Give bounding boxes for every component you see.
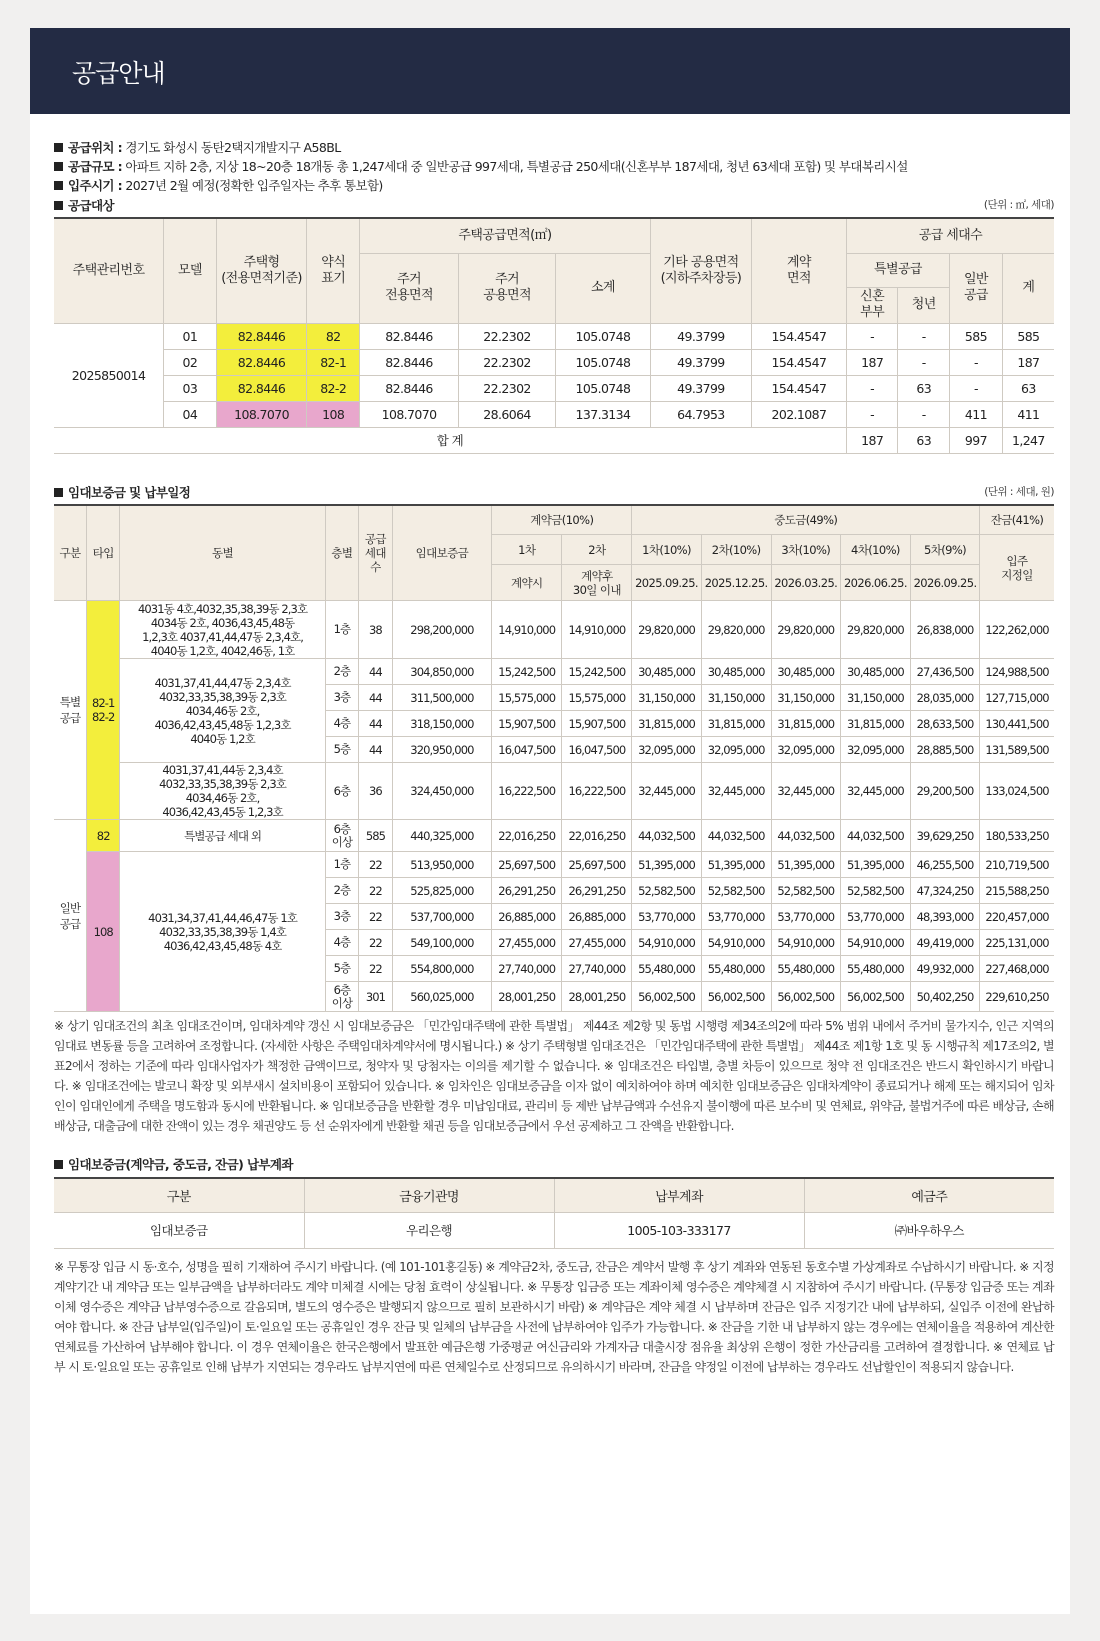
contract-1-cell: 14,910,000 — [492, 601, 562, 659]
contract-2-cell: 16,222,500 — [562, 763, 632, 820]
contract-2-cell: 22,016,250 — [562, 820, 632, 852]
th-m5-date: 2026.09.25. — [911, 565, 980, 601]
section-title: 공급대상 — [54, 198, 114, 213]
type-cell: 82.8446 — [216, 375, 307, 401]
supply-row — [54, 375, 1054, 401]
model-cell: 03 — [164, 375, 217, 401]
exclusive-area-cell: 82.8446 — [360, 375, 459, 401]
contract-1-cell: 16,222,500 — [492, 763, 562, 820]
th-m5: 5차(9%) — [911, 535, 980, 565]
households-cell: 44 — [359, 685, 393, 711]
middle-1-cell: 30,485,000 — [632, 659, 701, 685]
households-cell: 22 — [359, 930, 393, 956]
middle-2-cell: 32,095,000 — [701, 737, 771, 763]
account-note: ※ 무통장 입금 시 동·호수, 성명을 필히 기재하여 주시기 바랍니다. (예 101-101홍길동) ※ 계약금2차, 중도금, 잔금은 계약서 발행 후 상기 계좌와 연동된 동호수별 가상계좌로 수납하시기 바랍니다. ※ 지정계약기간 내 계약금 또는 일부금액을 납부하더라도 계약 미체결 시에는 당첨 효력이 상실됩니다. ※ 무통장 입금증 또는 계좌이체 영수증은 계약체결 시 지참하여 주시기 바랍니다. (무통장 입금증 또는 계좌이체 영수증은 계약금 납부영수증으로 갈음되며, 별도의 영수증은 발행되지 않으므로 필히 보관하시기 바람) ※ 계약금은 계약 체결 시 납부하며 잔금은 입주 지정기간 내에 납부하되, 실입주 이전에 완납하여야 합니다. ※ 잔금 납부일(입주일)이 토·일요일 또는 공휴일인 경우 잔금 및 일체의 납부금을 사전에 납부하여야 입주가 가능합니다. ※ 잔금을 기한 내 납부하지 않는 경우에는 연체이율을 적용하여 계산한 연체료를 가산하여 납부해야 합니다. 이 경우 연체이율은 한국은행에서 발표한 예금은행 가중평균 여신금리와 가계자금 대출시장 점유율 최상위 은행이 정한 가산금리를 고려하여 결정합니다. ※ 연체료 납부 시 토·일요일 또는 공휴일로 인해 납부가 지연되는 경우라도 납부지연에 따른 연체일수로 산정되므로 유의하시기 바라며, 잔금을 약정일 이전에 납부하는 경우라도 선납할인이 적용되지 않습니다. — [54, 1259, 1054, 1374]
other-common-cell: 49.3799 — [650, 349, 751, 375]
other-common-cell: 49.3799 — [650, 323, 751, 349]
balance-cell: 229,610,250 — [980, 982, 1054, 1012]
households-cell: 38 — [359, 601, 393, 659]
youth-cell: - — [898, 323, 950, 349]
th-subtotal: 소계 — [556, 253, 651, 323]
account-number: 1005-103-333177 — [554, 1212, 804, 1248]
middle-2-cell: 55,480,000 — [701, 956, 771, 982]
th-middle: 중도금(49%) — [632, 505, 980, 535]
middle-5-cell: 46,255,500 — [911, 852, 980, 878]
floor-cell: 1층 — [325, 852, 359, 878]
middle-3-cell: 52,582,500 — [771, 878, 840, 904]
common-area-cell: 22.2302 — [459, 349, 556, 375]
subtotal-area-cell: 105.0748 — [556, 323, 651, 349]
unit-label: (단위 : 세대, 원) — [984, 485, 1054, 498]
households-cell: 44 — [359, 737, 393, 763]
deposit-row — [54, 763, 1054, 820]
contract-2-cell: 28,001,250 — [562, 982, 632, 1012]
supply-row — [54, 323, 1054, 349]
abbr-cell: 108 — [307, 401, 360, 427]
middle-4-cell: 44,032,500 — [840, 820, 910, 852]
other-common-cell: 64.7953 — [650, 401, 751, 427]
th-contract: 계약금(10%) — [492, 505, 632, 535]
middle-1-cell: 56,002,500 — [632, 982, 701, 1012]
deposit-heading — [54, 482, 1054, 501]
floor-cell: 1층 — [325, 601, 359, 659]
middle-1-cell: 55,480,000 — [632, 956, 701, 982]
households-cell: 22 — [359, 852, 393, 878]
deposit-cell: 525,825,000 — [392, 878, 491, 904]
middle-4-cell: 56,002,500 — [840, 982, 910, 1012]
middle-5-cell: 47,324,250 — [911, 878, 980, 904]
households-cell: 22 — [359, 904, 393, 930]
bullet-square-icon — [54, 1160, 63, 1169]
th-general: 일반 공급 — [950, 253, 1003, 323]
account-holder: ㈜바우하우스 — [804, 1212, 1054, 1248]
floor-cell: 4층 — [325, 930, 359, 956]
middle-3-cell: 32,095,000 — [771, 737, 840, 763]
middle-3-cell: 32,445,000 — [771, 763, 840, 820]
deposit-row — [54, 601, 1054, 659]
contract-1-cell: 27,740,000 — [492, 956, 562, 982]
bullet-square-icon — [54, 162, 63, 171]
th-abbr: 약식 표기 — [307, 218, 360, 323]
deposit-cell: 554,800,000 — [392, 956, 491, 982]
abbr-cell: 82 — [307, 323, 360, 349]
model-cell: 02 — [164, 349, 217, 375]
middle-3-cell: 54,910,000 — [771, 930, 840, 956]
mgmt-no-cell: 2025850014 — [54, 323, 164, 427]
category-special-cell: 특별 공급 — [54, 601, 86, 820]
middle-3-cell: 44,032,500 — [771, 820, 840, 852]
deposit-cell: 304,850,000 — [392, 659, 491, 685]
deposit-schedule-table — [54, 504, 1054, 1013]
th-type: 주택형 (전용면적기준) — [216, 218, 307, 323]
th-c2-sub: 계약후 30일 이내 — [562, 565, 632, 601]
exclusive-area-cell: 82.8446 — [360, 349, 459, 375]
category-general-cell: 일반 공급 — [54, 820, 86, 1012]
th-balance-sub: 입주 지정일 — [980, 535, 1054, 601]
middle-1-cell: 51,395,000 — [632, 852, 701, 878]
general-cell: 585 — [950, 323, 1003, 349]
total-cell: 187 — [1002, 349, 1054, 375]
th-households: 공급 세대수 — [846, 218, 1054, 253]
th-total: 계 — [1002, 253, 1054, 323]
middle-2-cell: 52,582,500 — [701, 878, 771, 904]
middle-5-cell: 39,629,250 — [911, 820, 980, 852]
deposit-cell: 537,700,000 — [392, 904, 491, 930]
dong-cell: 4031,37,41,44,47동 2,3,4호 4032,33,35,38,39동 2,3호 4034,46동 2호, 4036,42,43,45,48동 1,2,3호 4040동 1,2호 — [120, 659, 325, 763]
contract-1-cell: 26,885,000 — [492, 904, 562, 930]
th-account-category: 구분 — [54, 1178, 304, 1212]
header-bar — [30, 28, 1070, 114]
middle-5-cell: 28,885,500 — [911, 737, 980, 763]
balance-cell: 133,024,500 — [980, 763, 1054, 820]
sum-youth: 63 — [898, 427, 950, 453]
type-cell: 82.8446 — [216, 349, 307, 375]
contract-1-cell: 26,291,250 — [492, 878, 562, 904]
contract-2-cell: 15,242,500 — [562, 659, 632, 685]
common-area-cell: 22.2302 — [459, 323, 556, 349]
model-cell: 01 — [164, 323, 217, 349]
middle-5-cell: 28,633,500 — [911, 711, 980, 737]
middle-3-cell: 56,002,500 — [771, 982, 840, 1012]
contract-2-cell: 27,740,000 — [562, 956, 632, 982]
deposit-cell: 324,450,000 — [392, 763, 491, 820]
general-cell: 411 — [950, 401, 1003, 427]
supply-target-heading — [54, 195, 1054, 214]
exclusive-area-cell: 108.7070 — [360, 401, 459, 427]
middle-1-cell: 32,445,000 — [632, 763, 701, 820]
middle-1-cell: 54,910,000 — [632, 930, 701, 956]
abbr-cell: 82-2 — [307, 375, 360, 401]
middle-2-cell: 54,910,000 — [701, 930, 771, 956]
th-m2: 2차(10%) — [701, 535, 771, 565]
middle-1-cell: 29,820,000 — [632, 601, 701, 659]
middle-3-cell: 53,770,000 — [771, 904, 840, 930]
bullet-square-icon — [54, 488, 63, 497]
th-type: 타입 — [86, 505, 120, 601]
th-balance: 잔금(41%) — [980, 505, 1054, 535]
middle-5-cell: 49,932,000 — [911, 956, 980, 982]
th-m1-date: 2025.09.25. — [632, 565, 701, 601]
newlywed-cell: - — [846, 401, 898, 427]
exclusive-area-cell: 82.8446 — [360, 323, 459, 349]
floor-cell: 3층 — [325, 685, 359, 711]
sum-total: 1,247 — [1002, 427, 1054, 453]
middle-2-cell: 29,820,000 — [701, 601, 771, 659]
type-108-cell: 108 — [86, 852, 120, 1012]
middle-5-cell: 26,838,000 — [911, 601, 980, 659]
sum-label: 합 계 — [54, 427, 846, 453]
th-floor: 층별 — [325, 505, 359, 601]
general-cell: - — [950, 349, 1003, 375]
balance-cell: 227,468,000 — [980, 956, 1054, 982]
contract-1-cell: 22,016,250 — [492, 820, 562, 852]
info-text: 아파트 지하 2층, 지상 18~20층 18개동 총 1,247세대 중 일반공급 997세대, 특별공급 250세대(신혼부부 187세대, 청년 63세대 포함) 및 부대복리시설 — [122, 159, 908, 174]
balance-cell: 210,719,500 — [980, 852, 1054, 878]
middle-3-cell: 51,395,000 — [771, 852, 840, 878]
th-special: 특별공급 — [846, 253, 949, 287]
contract-1-cell: 15,242,500 — [492, 659, 562, 685]
floor-cell: 4층 — [325, 711, 359, 737]
deposit-cell: 311,500,000 — [392, 685, 491, 711]
floor-cell: 6층 이상 — [325, 982, 359, 1012]
balance-cell: 225,131,000 — [980, 930, 1054, 956]
middle-1-cell: 32,095,000 — [632, 737, 701, 763]
account-table — [54, 1177, 1054, 1249]
th-c2: 2차 — [562, 535, 632, 565]
th-m4: 4차(10%) — [840, 535, 910, 565]
type-cell: 108.7070 — [216, 401, 307, 427]
contract-area-cell: 154.4547 — [752, 375, 847, 401]
middle-2-cell: 53,770,000 — [701, 904, 771, 930]
youth-cell: - — [898, 401, 950, 427]
middle-4-cell: 32,095,000 — [840, 737, 910, 763]
middle-4-cell: 31,815,000 — [840, 711, 910, 737]
households-cell: 22 — [359, 878, 393, 904]
newlywed-cell: - — [846, 375, 898, 401]
info-movein — [54, 176, 1054, 195]
dong-cell: 특별공급 세대 외 — [120, 820, 325, 852]
floor-cell: 2층 — [325, 878, 359, 904]
th-m1: 1차(10%) — [632, 535, 701, 565]
th-youth: 청년 — [898, 287, 950, 323]
account-category: 임대보증금 — [54, 1212, 304, 1248]
bullet-square-icon — [54, 201, 63, 210]
contract-2-cell: 15,575,000 — [562, 685, 632, 711]
info-label: 공급위치 : — [68, 140, 123, 155]
th-contract-area: 계약 면적 — [752, 218, 847, 323]
th-deposit: 임대보증금 — [392, 505, 491, 601]
deposit-cell: 549,100,000 — [392, 930, 491, 956]
balance-cell: 180,533,250 — [980, 820, 1054, 852]
th-category: 구분 — [54, 505, 86, 601]
floor-cell: 6층 이상 — [325, 820, 359, 852]
middle-4-cell: 32,445,000 — [840, 763, 910, 820]
info-location — [54, 138, 1054, 157]
youth-cell: - — [898, 349, 950, 375]
households-cell: 301 — [359, 982, 393, 1012]
contract-area-cell: 202.1087 — [752, 401, 847, 427]
th-common: 주거 공용면적 — [459, 253, 556, 323]
supply-target-table — [54, 217, 1054, 454]
contract-2-cell: 25,697,500 — [562, 852, 632, 878]
section-title: 임대보증금(계약금, 중도금, 잔금) 납부계좌 — [54, 1157, 293, 1172]
middle-4-cell: 53,770,000 — [840, 904, 910, 930]
floor-cell: 6층 — [325, 763, 359, 820]
subtotal-area-cell: 105.0748 — [556, 349, 651, 375]
th-newlywed: 신혼 부부 — [846, 287, 898, 323]
middle-2-cell: 31,150,000 — [701, 685, 771, 711]
middle-3-cell: 55,480,000 — [771, 956, 840, 982]
contract-2-cell: 16,047,500 — [562, 737, 632, 763]
common-area-cell: 28.6064 — [459, 401, 556, 427]
th-exclusive: 주거 전용면적 — [360, 253, 459, 323]
middle-3-cell: 31,815,000 — [771, 711, 840, 737]
bank-name: 우리은행 — [304, 1212, 554, 1248]
middle-4-cell: 31,150,000 — [840, 685, 910, 711]
deposit-row — [54, 820, 1054, 852]
bullet-square-icon — [54, 181, 63, 190]
other-common-cell: 49.3799 — [650, 375, 751, 401]
sum-general: 997 — [950, 427, 1003, 453]
deposit-cell: 318,150,000 — [392, 711, 491, 737]
middle-2-cell: 31,815,000 — [701, 711, 771, 737]
common-area-cell: 22.2302 — [459, 375, 556, 401]
supply-row — [54, 349, 1054, 375]
middle-3-cell: 30,485,000 — [771, 659, 840, 685]
contract-1-cell: 25,697,500 — [492, 852, 562, 878]
middle-5-cell: 28,035,000 — [911, 685, 980, 711]
households-cell: 44 — [359, 711, 393, 737]
th-area-group: 주택공급면적(㎡) — [360, 218, 651, 253]
middle-3-cell: 31,150,000 — [771, 685, 840, 711]
contract-2-cell: 15,907,500 — [562, 711, 632, 737]
general-cell: - — [950, 375, 1003, 401]
type-82-cell: 82 — [86, 820, 120, 852]
th-m4-date: 2026.06.25. — [840, 565, 910, 601]
th-m3-date: 2026.03.25. — [771, 565, 840, 601]
middle-4-cell: 30,485,000 — [840, 659, 910, 685]
middle-4-cell: 51,395,000 — [840, 852, 910, 878]
households-cell: 36 — [359, 763, 393, 820]
middle-3-cell: 29,820,000 — [771, 601, 840, 659]
middle-4-cell: 29,820,000 — [840, 601, 910, 659]
households-cell: 585 — [359, 820, 393, 852]
type-special-cell: 82-1 82-2 — [86, 601, 120, 820]
contract-2-cell: 14,910,000 — [562, 601, 632, 659]
floor-cell: 2층 — [325, 659, 359, 685]
supply-row — [54, 401, 1054, 427]
balance-cell: 124,988,500 — [980, 659, 1054, 685]
middle-2-cell: 44,032,500 — [701, 820, 771, 852]
info-text: 2027년 2월 예정(정확한 입주일자는 추후 통보함) — [122, 178, 383, 193]
contract-1-cell: 16,047,500 — [492, 737, 562, 763]
unit-label: (단위 : ㎡, 세대) — [983, 199, 1054, 211]
sum-newlywed: 187 — [846, 427, 898, 453]
dong-cell: 4031,34,37,41,44,46,47동 1호 4032,33,35,38,39동 1,4호 4036,42,43,45,48동 4호 — [120, 852, 325, 1012]
contract-1-cell: 28,001,250 — [492, 982, 562, 1012]
abbr-cell: 82-1 — [307, 349, 360, 375]
page-title: 공급안내 — [72, 59, 165, 88]
total-cell: 411 — [1002, 401, 1054, 427]
middle-4-cell: 54,910,000 — [840, 930, 910, 956]
content — [54, 138, 1054, 1377]
middle-5-cell: 48,393,000 — [911, 904, 980, 930]
dong-cell: 4031,37,41,44동 2,3,4호 4032,33,35,38,39동 2,3호 4034,46동 2호, 4036,42,43,45동 1,2,3호 — [120, 763, 325, 820]
balance-cell: 131,589,500 — [980, 737, 1054, 763]
middle-1-cell: 52,582,500 — [632, 878, 701, 904]
info-scale — [54, 157, 1054, 176]
subtotal-area-cell: 105.0748 — [556, 375, 651, 401]
balance-cell: 127,715,000 — [980, 685, 1054, 711]
th-holder: 예금주 — [804, 1178, 1054, 1212]
info-label: 공급규모 : — [68, 159, 123, 174]
dong-cell: 4031동 4호,4032,35,38,39동 2,3호 4034동 2호, 4036,43,45,48동 1,2,3호 4037,41,44,47동 2,3,4호, 4040동 1,2호, 4042,46동, 1호 — [120, 601, 325, 659]
households-cell: 22 — [359, 956, 393, 982]
contract-2-cell: 26,885,000 — [562, 904, 632, 930]
contract-1-cell: 15,907,500 — [492, 711, 562, 737]
middle-1-cell: 31,815,000 — [632, 711, 701, 737]
deposit-row — [54, 852, 1054, 878]
floor-cell: 5층 — [325, 956, 359, 982]
middle-2-cell: 51,395,000 — [701, 852, 771, 878]
info-label: 입주시기 : — [68, 178, 123, 193]
th-m2-date: 2025.12.25. — [701, 565, 771, 601]
balance-cell: 220,457,000 — [980, 904, 1054, 930]
deposit-note: ※ 상기 임대조건의 최초 임대조건이며, 임대차계약 갱신 시 임대보증금은 「민간임대주택에 관한 특별법」 제44조 제2항 및 동법 시행령 제34조의2에 따라 5% 범위 내에서 주거비 물가지수, 인근 지역의 임대료 변동률 등을 고려하여 조정합니다. (자세한 사항은 주택임대차계약서에 명시됩니다.) ※ 상기 주택형별 임대조건은 「민간임대주택에 관한 특별법」 제44조 제1항 1호 및 동 시행규칙 제17조의2, 별표2에서 정하는 기준에 따라 임대사업자가 책정한 금액이므로, 청약자 및 당첨자는 이의를 제기할 수 없습니다. ※ 임대조건은 타입별, 층별 차등이 있으므로 청약 전 임대조건은 반드시 확인하시기 바랍니다. ※ 임대조건에는 발코니 확장 및 외부새시 설치비용이 포함되어 있습니다. ※ 임차인은 임대보증금을 이자 없이 예치하여야 하며 예치한 임대보증금은 임대차계약이 종료되거나 해제 또는 해지되어 임차인이 임대인에게 주택을 명도함과 동시에 반환됩니다. ※ 임대보증금을 반환할 경우 미납임대료, 관리비 등 제반 납부금액과 수선유지 불이행에 따른 보수비 및 연체료, 위약금, 불법거주에 따른 배상금, 손해배상금, 대출금에 대한 잔액이 있는 경우 채권양도 등 선 순위자에게 반환할 채권 등을 임대보증금에서 우선 공제하고 그 잔액을 반환합니다. — [54, 1019, 1054, 1133]
middle-5-cell: 27,436,500 — [911, 659, 980, 685]
middle-1-cell: 53,770,000 — [632, 904, 701, 930]
newlywed-cell: - — [846, 323, 898, 349]
middle-2-cell: 56,002,500 — [701, 982, 771, 1012]
subtotal-area-cell: 137.3134 — [556, 401, 651, 427]
th-other-common: 기타 공용면적 (지하주차장등) — [650, 218, 751, 323]
youth-cell: 63 — [898, 375, 950, 401]
total-cell: 63 — [1002, 375, 1054, 401]
middle-1-cell: 31,150,000 — [632, 685, 701, 711]
th-c1: 1차 — [492, 535, 562, 565]
floor-cell: 3층 — [325, 904, 359, 930]
model-cell: 04 — [164, 401, 217, 427]
deposit-cell: 320,950,000 — [392, 737, 491, 763]
deposit-row — [54, 659, 1054, 685]
middle-5-cell: 49,419,000 — [911, 930, 980, 956]
total-cell: 585 — [1002, 323, 1054, 349]
th-model: 모델 — [164, 218, 217, 323]
middle-5-cell: 50,402,250 — [911, 982, 980, 1012]
contract-1-cell: 27,455,000 — [492, 930, 562, 956]
balance-cell: 215,588,250 — [980, 878, 1054, 904]
info-text: 경기도 화성시 동탄2택지개발지구 A58BL — [122, 140, 341, 155]
middle-1-cell: 44,032,500 — [632, 820, 701, 852]
floor-cell: 5층 — [325, 737, 359, 763]
middle-2-cell: 32,445,000 — [701, 763, 771, 820]
middle-4-cell: 55,480,000 — [840, 956, 910, 982]
deposit-cell: 440,325,000 — [392, 820, 491, 852]
contract-1-cell: 15,575,000 — [492, 685, 562, 711]
account-heading — [54, 1154, 1054, 1173]
contract-2-cell: 27,455,000 — [562, 930, 632, 956]
middle-4-cell: 52,582,500 — [840, 878, 910, 904]
supply-info-card — [30, 28, 1070, 1614]
th-dong: 동별 — [120, 505, 325, 601]
section-title: 임대보증금 및 납부일정 — [54, 485, 190, 500]
contract-2-cell: 26,291,250 — [562, 878, 632, 904]
th-mgmt-no: 주택관리번호 — [54, 218, 164, 323]
balance-cell: 122,262,000 — [980, 601, 1054, 659]
th-c1-sub: 계약시 — [492, 565, 562, 601]
type-cell: 82.8446 — [216, 323, 307, 349]
bullet-square-icon — [54, 143, 63, 152]
deposit-cell: 513,950,000 — [392, 852, 491, 878]
th-account-no: 납부계좌 — [554, 1178, 804, 1212]
middle-2-cell: 30,485,000 — [701, 659, 771, 685]
th-households: 공급 세대 수 — [359, 505, 393, 601]
deposit-cell: 560,025,000 — [392, 982, 491, 1012]
middle-5-cell: 29,200,500 — [911, 763, 980, 820]
contract-area-cell: 154.4547 — [752, 323, 847, 349]
deposit-cell: 298,200,000 — [392, 601, 491, 659]
households-cell: 44 — [359, 659, 393, 685]
th-m3: 3차(10%) — [771, 535, 840, 565]
contract-area-cell: 154.4547 — [752, 349, 847, 375]
th-bank: 금융기관명 — [304, 1178, 554, 1212]
newlywed-cell: 187 — [846, 349, 898, 375]
balance-cell: 130,441,500 — [980, 711, 1054, 737]
